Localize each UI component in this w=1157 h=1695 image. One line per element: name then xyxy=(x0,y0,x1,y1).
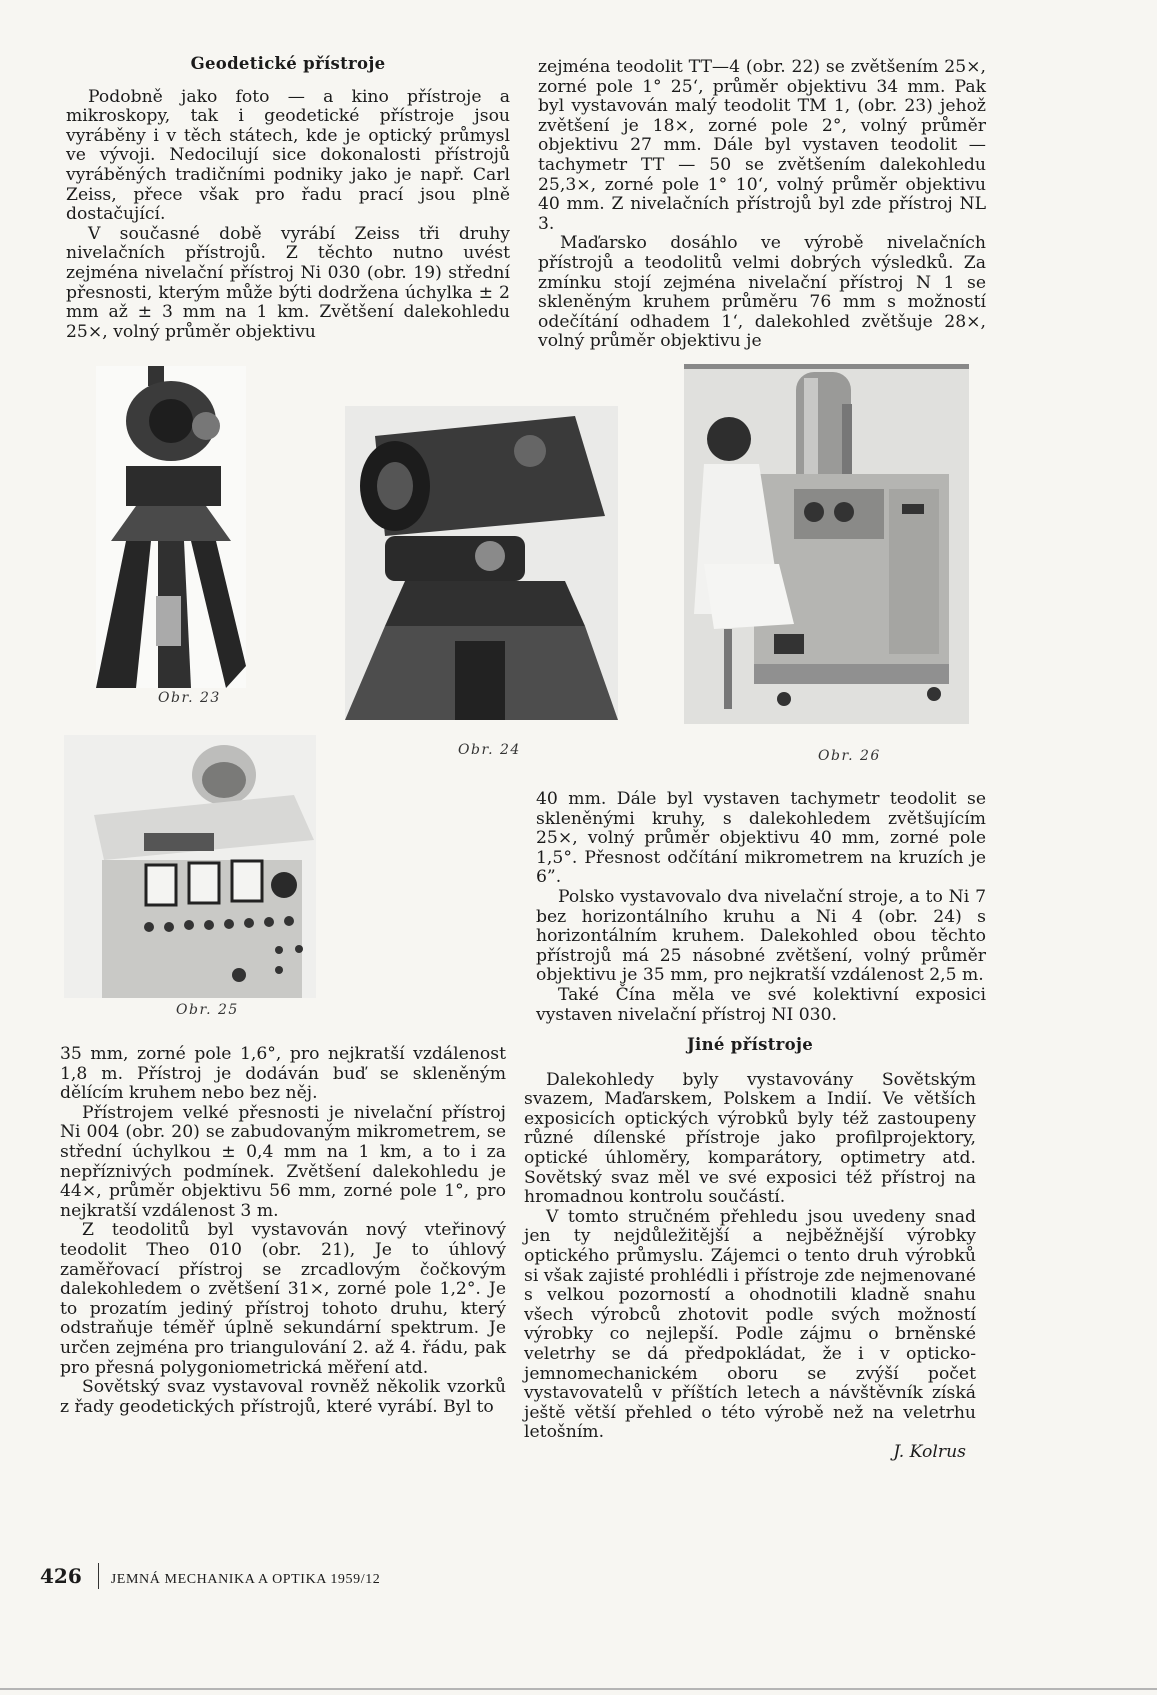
section-heading-other-instruments: Jiné přístroje xyxy=(686,1035,814,1054)
paragraph: V současné době vyrábí Zeiss tři druhy nivelačních přístrojů. Z těchto nutno uvést zejména nivelační přístroj Ni 030 (obr. 19) střední přesnosti, kterým může býti dodržena úchylka ± 2 mm až ± 3 mm na 1 km. Zvětšení dalekohledu 25×, volný průměr objektivu xyxy=(66,223,510,342)
left-column-top xyxy=(66,54,510,342)
page-number: 426 xyxy=(40,1564,82,1588)
caption-obr-23: Obr. 23 xyxy=(158,690,221,706)
paragraph: Z teodolitů byl vystavován nový vteřinový teodolit Theo 010 (obr. 21), Je to úhlový zaměřovací přístroj se zrcadlovým čočkovým dalekohledem o zvětšení 31×, zorné pole 1,2°. Je to prozatím jediný přístroj tohoto druhu, který odstraňuje téměř úplně sekundární spektrum. Je určen zejména pro triangulování 2. až 4. řádu, pak pro přesná polygoniometrická měření atd. xyxy=(60,1220,506,1378)
caption-obr-24: Obr. 24 xyxy=(458,742,521,758)
caption-obr-25: Obr. 25 xyxy=(176,1002,239,1018)
figure-26-operator-photo xyxy=(684,364,969,724)
journal-title: JEMNÁ MECHANIKA A OPTIKA 1959/12 xyxy=(110,1572,381,1587)
paragraph: V tomto stručném přehledu jsou uvedeny snad jen ty nejdůležitější a nejběžnější výrobky optického průmyslu. Zájemci o tento druh výrobků si však zajisté prohlédli i přístroje zde nejmenované s velkou pozorností a ohodnotili kladně snahu všech výrobců zhotovit podle svých možností výrobky co nejlepší. Podle zájmu o brněnské veletrhy se dá předpokládat, že i v opticko-jemnomechanickém oboru se zvýší počet vystavovatelů v příštích letech a návštěvník získá ještě větší přehled o této výrobě než na veletrhu letošním. xyxy=(524,1206,976,1443)
right-column-top xyxy=(538,58,986,352)
bottom-scan-edge xyxy=(0,1688,1157,1690)
left-column-bottom xyxy=(60,1045,506,1417)
footer-divider xyxy=(98,1563,99,1589)
section-heading-geodetic: Geodetické přístroje xyxy=(190,54,386,73)
paragraph: Dalekohledy byly vystavovány Sovětským svazem, Maďarskem, Polskem a Indií. Ve větších exposicích optických výrobků byly též zastoupeny různé dílenské přístroje jako profilprojektory, optické úhloměry, komparátory, optimetry atd. Sovětský svaz měl ve své exposici též přístroj na hromadnou kontrolu součástí. xyxy=(524,1069,976,1208)
figure-24-level-photo xyxy=(345,406,618,720)
right-column-middle xyxy=(536,790,986,1025)
right-column-bottom xyxy=(524,1035,976,1462)
paragraph: Přístrojem velké přesnosti je nivelační přístroj Ni 004 (obr. 20) se zabudovaným mikrometrem, se střední úchylkou ± 0,4 mm na 1 km, a to i za nepříznivých podmínek. Zvětšení dalekohledu je 44×, průměr objektivu 56 mm, zorné pole 1°, pro nejkratší vzdálenost 3 m. xyxy=(60,1102,506,1221)
author-signature: J. Kolrus xyxy=(893,1441,966,1462)
paragraph: zejména teodolit TT—4 (obr. 22) se zvětšením 25×, zorné pole 1° 25‘, průměr objektivu 34 mm. Pak byl vystavován malý teodolit TM 1, (obr. 23) jehož zvětšení je 18×, zorné pole 2°, volný průměr objektivu 27 mm. Dále byl vystaven teodolit — tachymetr TT — 50 se zvětšením dalekohledu 25,3×, zorné pole 1° 10‘, volný průměr objektivu 40 mm. Z nivelačních přístrojů byl zde přístroj NL 3. xyxy=(538,57,986,234)
paragraph: 40 mm. Dále byl vystaven tachymetr teodolit se skleněnými kruhy, s dalekohledem zvětšujícím 25×, volný průměr objektivu 40 mm, zorné pole 1,5°. Přesnost odčítání mikrometrem na kruzích je 6”. xyxy=(536,789,986,888)
paragraph: Také Čína měla ve své kolektivní exposici vystaven nivelační přístroj NI 030. xyxy=(536,984,986,1025)
paragraph: Maďarsko dosáhlo ve výrobě nivelačních přístrojů a teodolitů velmi dobrých výsledků. Za zmínku stojí zejména nivelační přístroj N 1 se skleněným kruhem průměru 76 mm s možností odečítání odhadem 1‘, dalekohled zvětšuje 28×, volný průměr objektivu je xyxy=(538,233,986,352)
paragraph: Sovětský svaz vystavoval rovněž několik vzorků z řady geodetických přístrojů, které vyrábí. Byl to xyxy=(60,1377,506,1417)
figure-25-console-photo xyxy=(64,735,316,998)
paragraph: Polsko vystavovalo dva nivelační stroje, a to Ni 7 bez horizontálního kruhu a Ni 4 (obr. 24) s horizontálním kruhem. Dalekohled obou těchto přístrojů má 25 násobné zvětšení, volný průměr objektivu je 35 mm, pro nejkratší vzdálenost 2,5 m. xyxy=(536,886,986,986)
paragraph: 35 mm, zorné pole 1,6°, pro nejkratší vzdálenost 1,8 m. Přístroj je dodáván buď se skleněným dělícím kruhem nebo bez něj. xyxy=(60,1044,506,1104)
paragraph: Podobně jako foto — a kino přístroje a mikroskopy, tak i geodetické přístroje jsou vyráběny i v těch státech, kde je optický průmysl ve vývoji. Nedocilují sice dokonalosti přístrojů vyráběných tradičními podniky jako je např. Carl Zeiss, přece však pro řadu prací jsou plně dostačující. xyxy=(66,86,510,225)
caption-obr-26: Obr. 26 xyxy=(818,748,881,764)
page-footer xyxy=(40,1563,380,1589)
figure-23-theodolite-photo xyxy=(96,366,246,688)
